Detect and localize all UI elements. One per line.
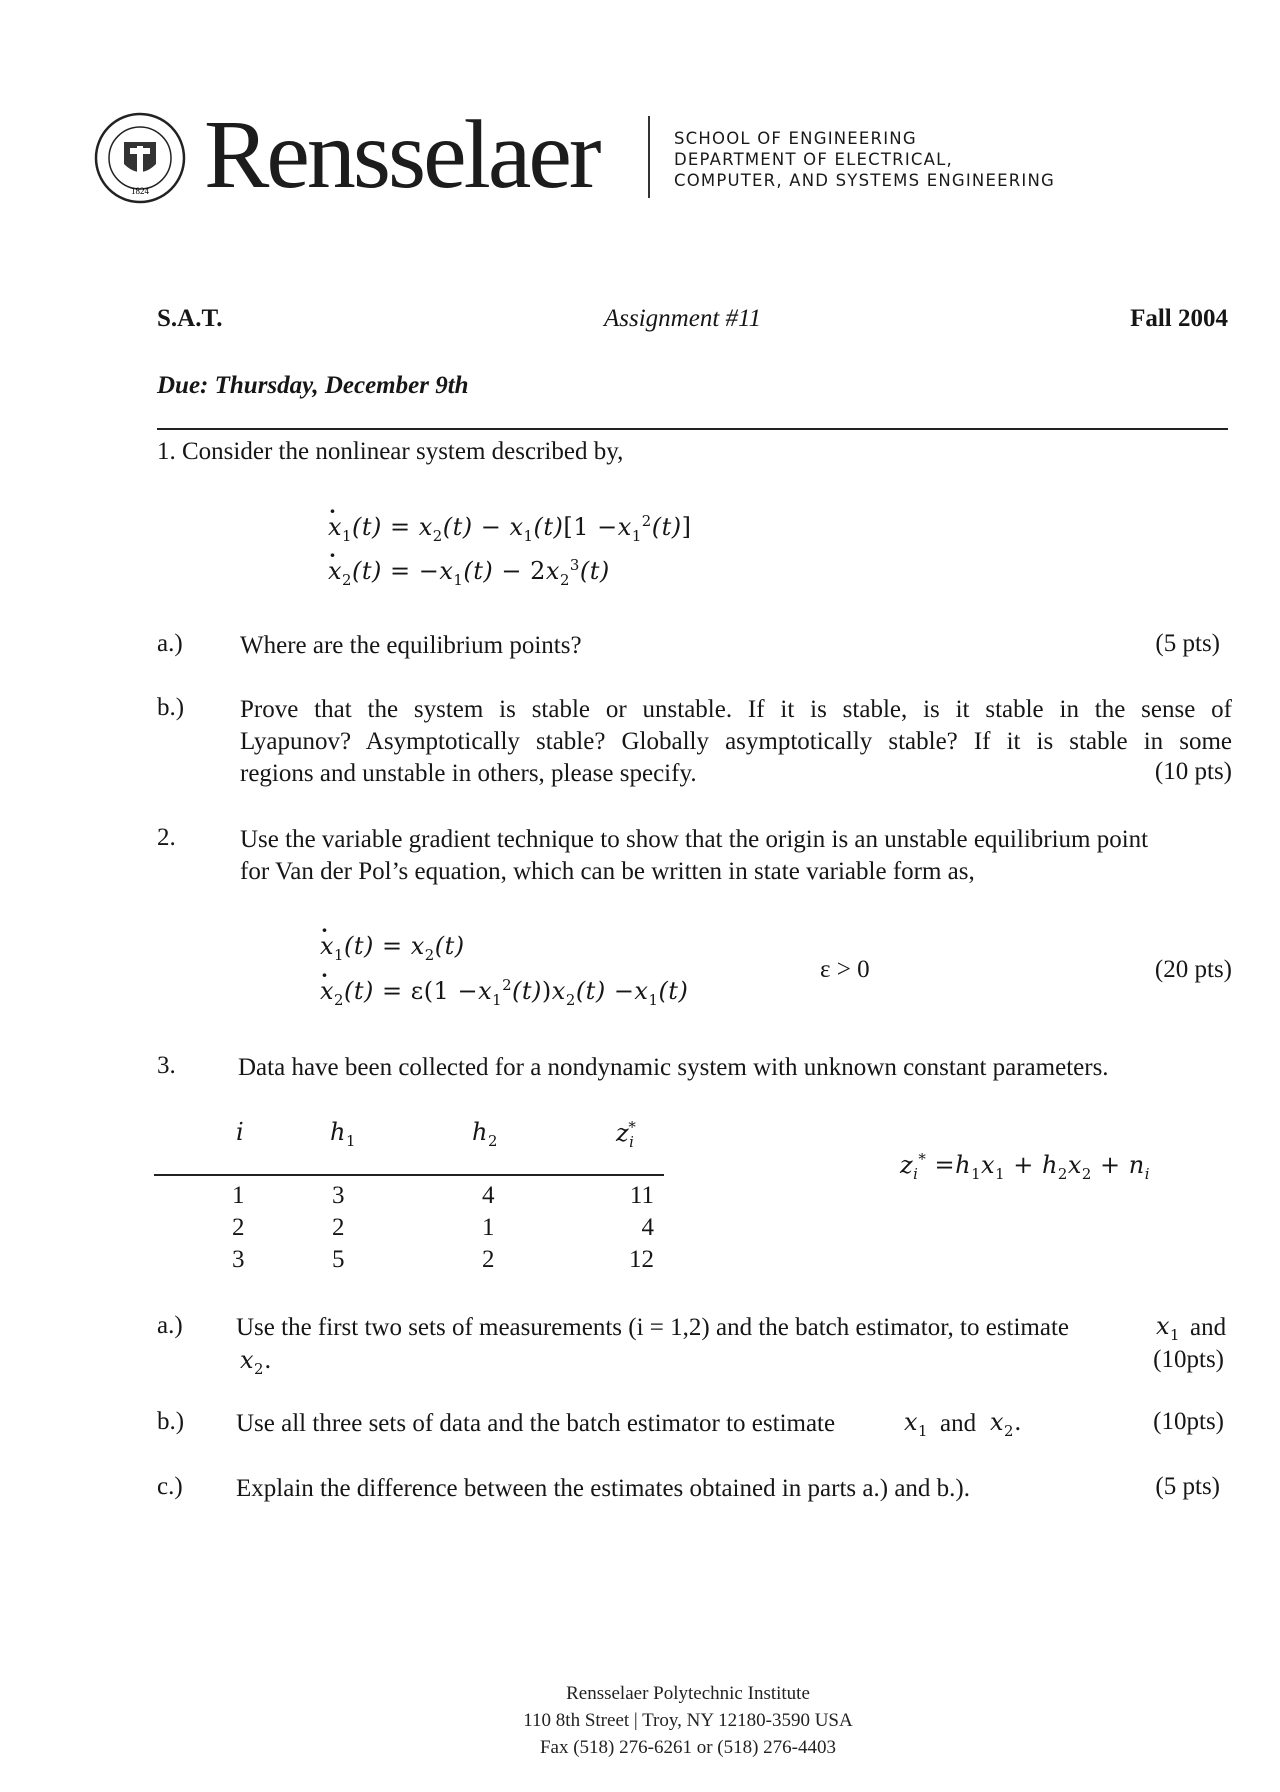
table-cell: 2 <box>482 1246 495 1273</box>
p3b-points: (10pts) <box>1153 1408 1224 1435</box>
p3c-points: (5 pts) <box>1155 1473 1220 1500</box>
p2-label: 2. <box>157 824 176 851</box>
p3c-text: Explain the difference between the estimates obtained in parts a.) and b.). <box>236 1475 970 1502</box>
department-block <box>674 128 1094 191</box>
assignment-title: Assignment #11 <box>604 305 762 332</box>
p3a-x2: $x_2$. <box>240 1346 273 1378</box>
p3-label: 3. <box>157 1052 176 1079</box>
due-date: Due: Thursday, December 9th <box>157 372 469 399</box>
p3a-x1: $x_1$ <box>1156 1312 1181 1344</box>
table-cell: 11 <box>629 1182 654 1209</box>
table-cell: 2 <box>332 1214 345 1241</box>
table-cell: 4 <box>641 1214 654 1241</box>
p3a-label: a.) <box>157 1312 183 1339</box>
p2-line: Use the variable gradient technique to show that the origin is an unstable equilibrium point <box>240 826 1149 853</box>
table-row <box>232 1244 654 1276</box>
p3-intro: Data have been collected for a nondynamic system with unknown constant parameters. <box>238 1054 1109 1081</box>
table-header-h2: $h_2$ <box>472 1118 498 1150</box>
p3c-label: c.) <box>157 1473 183 1500</box>
svg-text:1824: 1824 <box>131 186 149 196</box>
p2-equation-1: · $x_1(t) = x_2(t)$ <box>320 932 465 964</box>
rpi-seal-logo <box>94 112 186 204</box>
p2-text <box>240 824 1232 888</box>
footer-institution: Rensselaer Polytechnic Institute <box>566 1683 810 1704</box>
p3a-points: (10pts) <box>1153 1346 1224 1373</box>
table-header-i: i <box>236 1118 245 1146</box>
p3b-x2: $x_2$. <box>990 1408 1023 1440</box>
p2-points: (20 pts) <box>1154 956 1232 983</box>
problem-1-intro: 1. Consider the nonlinear system described by, <box>157 438 624 465</box>
header <box>94 101 1094 220</box>
course-title: S.A.T. <box>157 305 223 332</box>
table-cell: 1 <box>232 1182 245 1209</box>
p1a-label: a.) <box>157 630 183 657</box>
term: Fall 2004 <box>1130 305 1228 332</box>
p2-line: for Van der Pol’s equation, which can be written in state variable form as, <box>240 858 975 885</box>
p2-equation-2: · $x_2(t) = \varepsilon(1 -x_1^2(t))x_2(t) -x_1(t)$ <box>320 976 688 1009</box>
table-cell: 4 <box>482 1182 495 1209</box>
p1b-label: b.) <box>157 694 185 721</box>
rensselaer-wordmark: Rensselaer <box>204 101 599 209</box>
table-header-h1: $h_1$ <box>330 1118 356 1150</box>
table-cell: 3 <box>332 1182 345 1209</box>
p1a-text: Where are the equilibrium points? <box>240 632 582 659</box>
dept-line: DEPARTMENT OF ELECTRICAL, <box>674 150 953 169</box>
table-rule <box>154 1174 664 1176</box>
p3a-and: and <box>1190 1314 1227 1341</box>
table-header-z: $z_i^*$ <box>616 1118 637 1151</box>
dept-line: SCHOOL OF ENGINEERING <box>674 129 917 148</box>
table-cell: 2 <box>232 1214 245 1241</box>
p3b-text: Use all three sets of data and the batch estimator to estimate <box>236 1410 836 1437</box>
p1b-line: Lyapunov? Asymptotically stable? Globally asymptotically stable? If it is stable in some <box>240 728 1232 755</box>
p1b-line: regions and unstable in others, please specify. <box>240 760 697 787</box>
footer-address: 110 8th Street | Troy, NY 12180-3590 USA <box>523 1710 853 1731</box>
header-divider <box>648 116 650 198</box>
footer <box>400 1680 976 1761</box>
measurement-model-equation: $z_i^* =h_1x_1 + h_2x_2 + n_i$ <box>900 1150 1150 1183</box>
dept-line: COMPUTER, AND SYSTEMS ENGINEERING <box>674 171 1055 190</box>
table-cell: 12 <box>629 1246 654 1273</box>
p3b-and: and <box>940 1410 977 1437</box>
p1-equation-2: · $x_2(t) = -x_1(t) - 2x_2^3(t)$ <box>328 556 610 589</box>
table-row <box>232 1180 654 1212</box>
table-cell: 1 <box>482 1214 495 1241</box>
p1b-line: Prove that the system is stable or unstable. If it is stable, is it stable in the sense of <box>240 696 1232 723</box>
table-row <box>232 1212 654 1244</box>
title-rule <box>157 428 1228 430</box>
p3b-x1: $x_1$ <box>904 1408 929 1440</box>
table-cell: 5 <box>332 1246 345 1273</box>
footer-fax: Fax (518) 276-6261 or (518) 276-4403 <box>539 1737 837 1758</box>
table-cell: 3 <box>232 1246 245 1273</box>
p1b-points: (10 pts) <box>1154 758 1232 785</box>
p2-condition: ε > 0 <box>820 956 870 983</box>
p3b-label: b.) <box>157 1408 185 1435</box>
measurement-table <box>232 1180 654 1276</box>
p3a-text: Use the first two sets of measurements (i = 1,2) and the batch estimator, to estimate <box>236 1314 1070 1341</box>
p1a-points: (5 pts) <box>1155 630 1220 657</box>
p1-equation-1: · $x_1(t) = x_2(t) - x_1(t)[1 -x_1^2(t)]$ <box>328 512 692 545</box>
